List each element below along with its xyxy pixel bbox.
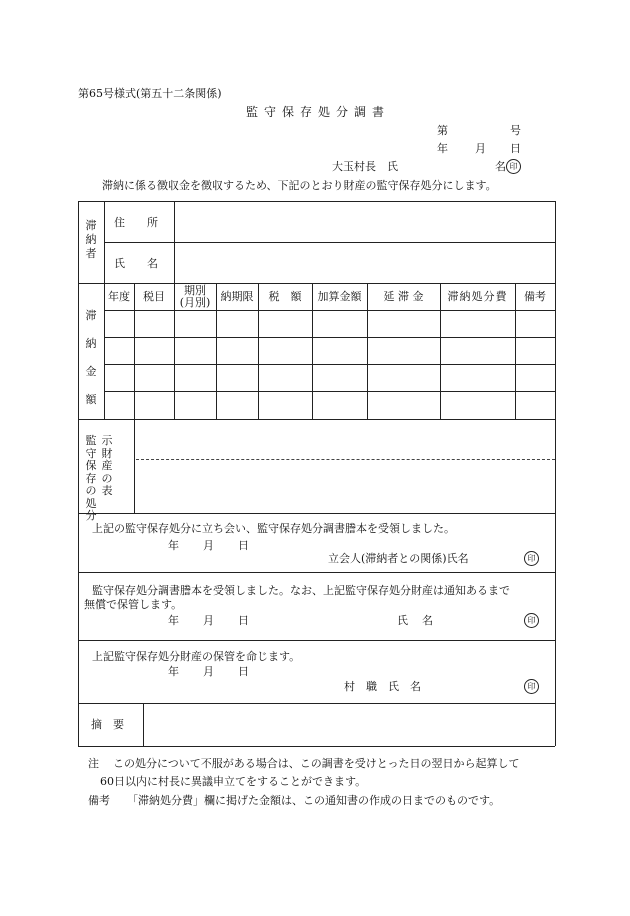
display-label-col2: 示財産の表 [101,434,113,497]
witness-day: 日 [238,539,249,552]
col-zeigaku: 税 額 [268,290,302,303]
custodian-shi: 氏 [397,614,408,627]
order-year: 年 [168,665,179,678]
witness-month: 月 [203,539,214,552]
summary-field[interactable] [145,705,553,744]
col-kibetsu: 期別 [184,284,206,297]
address-label: 住 所 [114,216,158,229]
custodian-text-1: 監守保存処分調書謄本を受領しました。なお、上記監守保存処分財産は通知あるまで [92,584,510,597]
witness-signer: 立会人(滞納者との関係)氏名 [328,552,469,565]
custodian-year: 年 [168,614,179,627]
date-year: 年 [437,142,448,155]
intro-text: 滞納に係る徴収金を徴収するため、下記のとおり財産の監守保存処分にします。 [102,179,497,192]
note-label: 注 [88,757,99,770]
col-tsukibetsu: (月別) [179,296,211,309]
col-noukigen: 納期限 [220,290,254,303]
date-day: 日 [510,142,521,155]
form-number: 第65号様式(第五十二条関係) [78,87,222,100]
witness-text: 上記の監守保存処分に立ち会い、監守保存処分調書謄本を受領しました。 [92,522,455,535]
mayor-mei: 名 [495,160,506,173]
delinquent-label: 滞納者 [85,219,97,260]
custodian-mei: 名 [422,614,433,627]
col-entaikin: 延 滞 金 [383,290,424,303]
col-biko: 備考 [524,290,546,303]
custodian-day: 日 [238,614,249,627]
col-zeimoku: 税目 [143,290,165,303]
amount-label: 滞納金額 [85,309,97,406]
date-month: 月 [475,142,486,155]
doc-number-go: 号 [510,124,521,137]
custodian-text-2: 無償で保管します。 [84,598,183,611]
col-nendo: 年度 [108,290,130,303]
page-title: 監守保存処分調書 [246,105,391,119]
col-kasankingaku: 加算金額 [317,290,362,303]
remark-text: 「滞納処分費」欄に掲げた金額は、この通知書の作成の日までのものです。 [127,794,501,807]
order-seal: 印 [524,679,539,694]
note-line-2: 60日以内に村長に異議申立てをすることができます。 [100,775,367,788]
name-field[interactable] [176,244,553,282]
order-signer: 村 職 氏 名 [344,680,421,693]
col-shobunhi: 滞納処分費 [447,290,508,303]
custodian-seal: 印 [524,613,539,628]
note-line-1: この処分について不服がある場合は、この調書を受けとった日の翌日から起算して [113,757,520,770]
witness-year: 年 [168,539,179,552]
summary-label: 摘 要 [91,718,124,731]
mayor-seal: 印 [506,159,521,174]
name-label: 氏 名 [114,257,158,270]
witness-seal: 印 [524,551,539,566]
mayor-name: 大玉村長 氏 [332,160,398,173]
remark-label: 備考 [88,794,110,807]
order-month: 月 [203,665,214,678]
display-label-col1: 監守保存の処分 [85,434,97,522]
doc-number-dai: 第 [437,124,448,137]
address-field[interactable] [176,203,553,241]
order-text: 上記監守保存処分財産の保管を命じます。 [92,650,301,663]
order-day: 日 [238,665,249,678]
custodian-month: 月 [203,614,214,627]
